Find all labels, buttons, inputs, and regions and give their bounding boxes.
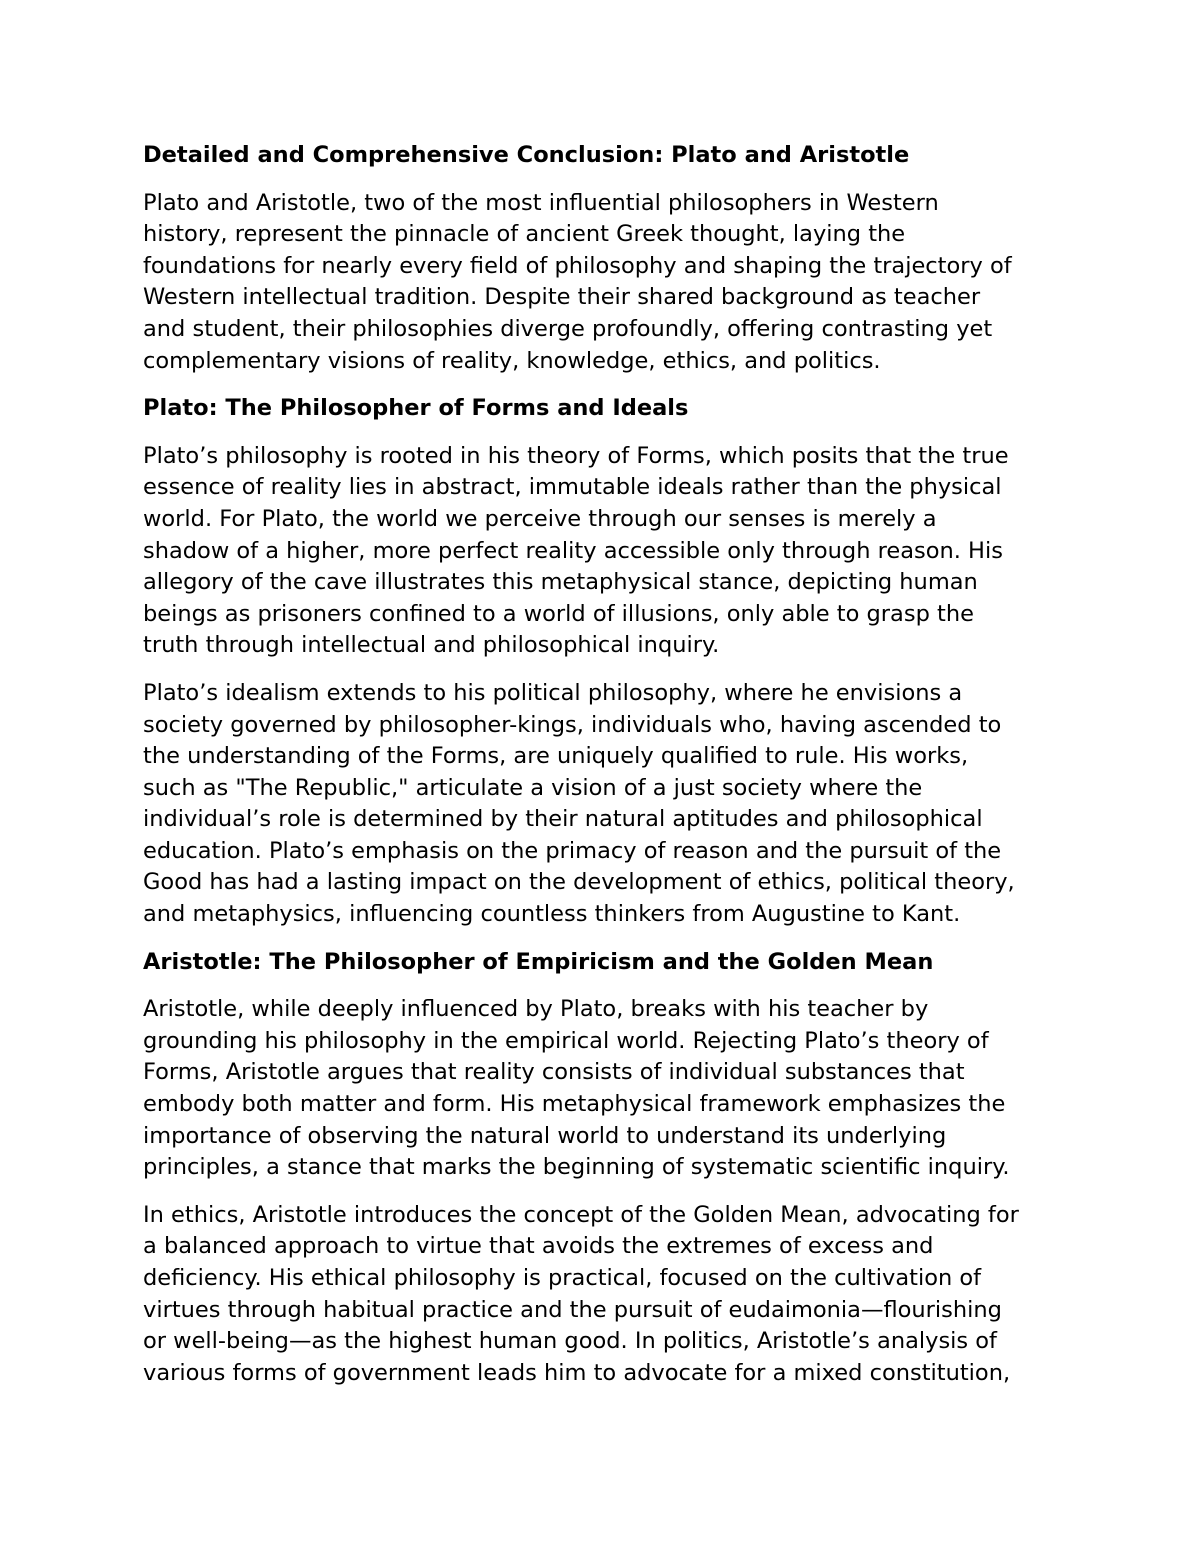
text-line: a balanced approach to virtue that avoids the extremes of excess and	[143, 1233, 934, 1260]
text-line: principles, a stance that marks the beginning of systematic scientific inquiry.	[143, 1154, 1010, 1181]
text-line: essence of reality lies in abstract, immutable ideals rather than the physical	[143, 474, 1002, 501]
text-line: allegory of the cave illustrates this metaphysical stance, depicting human	[143, 569, 978, 596]
document-body	[143, 140, 1068, 1405]
text-line: truth through intellectual and philosophical inquiry.	[143, 632, 720, 659]
text-line: and student, their philosophies diverge profoundly, offering contrasting yet	[143, 315, 993, 342]
text-line: Good has had a lasting impact on the development of ethics, political theory,	[143, 869, 1015, 896]
text-line: education. Plato’s emphasis on the primacy of reason and the pursuit of the	[143, 837, 1002, 864]
text-line: individual’s role is determined by their natural aptitudes and philosophical	[143, 806, 983, 833]
document-title: Detailed and Comprehensive Conclusion: Plato and Aristotle	[143, 142, 910, 168]
plato-paragraph-1	[143, 441, 1068, 662]
text-line: beings as prisoners confined to a world of illusions, only able to grasp the	[143, 600, 974, 627]
text-line: Western intellectual tradition. Despite their shared background as teacher	[143, 284, 981, 311]
text-line: Plato’s idealism extends to his political philosophy, where he envisions a	[143, 679, 963, 706]
text-line: deficiency. His ethical philosophy is practical, focused on the cultivation of	[143, 1265, 982, 1291]
plato-heading: Plato: The Philosopher of Forms and Ideals	[143, 395, 689, 422]
text-line: various forms of government leads him to advocate for a mixed constitution,	[143, 1359, 1011, 1386]
text-line: and metaphysics, influencing countless thinkers from Augustine to Kant.	[143, 901, 961, 928]
text-line: shadow of a higher, more perfect reality accessible only through reason. His	[143, 537, 1003, 564]
intro-paragraph	[143, 188, 1068, 378]
text-line: grounding his philosophy in the empirical world. Rejecting Plato’s theory of	[143, 1027, 989, 1054]
text-line: virtues through habitual practice and the pursuit of eudaimonia—flourishing	[143, 1296, 1002, 1323]
plato-paragraph-2	[143, 678, 1068, 931]
text-line: Plato and Aristotle, two of the most influential philosophers in Western	[143, 189, 939, 216]
text-line: complementary visions of reality, knowledge, ethics, and politics.	[143, 347, 881, 374]
aristotle-heading: Aristotle: The Philosopher of Empiricism and the Golden Mean	[143, 948, 934, 975]
text-line: importance of observing the natural world to understand its underlying	[143, 1122, 947, 1149]
text-line: Forms, Aristotle argues that reality consists of individual substances that	[143, 1059, 965, 1086]
text-line: Aristotle, while deeply influenced by Plato, breaks with his teacher by	[143, 996, 929, 1023]
text-line: history, represent the pinnacle of ancient Greek thought, laying the	[143, 221, 906, 248]
text-line: Plato’s philosophy is rooted in his theory of Forms, which posits that the true	[143, 442, 1009, 469]
text-line: embody both matter and form. His metaphysical framework emphasizes the	[143, 1091, 1006, 1118]
text-line: world. For Plato, the world we perceive through our senses is merely a	[143, 505, 937, 532]
aristotle-paragraph-2	[143, 1200, 1068, 1390]
text-line: In ethics, Aristotle introduces the concept of the Golden Mean, advocating for	[143, 1201, 1019, 1228]
text-line: foundations for nearly every field of philosophy and shaping the trajectory of	[143, 252, 1012, 279]
text-line: such as "The Republic," articulate a vision of a just society where the	[143, 774, 923, 801]
text-line: society governed by philosopher-kings, individuals who, having ascended to	[143, 711, 1002, 738]
text-line: the understanding of the Forms, are uniquely qualified to rule. His works,	[143, 743, 969, 770]
text-line: or well-being—as the highest human good. In politics, Aristotle’s analysis of	[143, 1328, 997, 1355]
aristotle-paragraph-1	[143, 994, 1068, 1184]
